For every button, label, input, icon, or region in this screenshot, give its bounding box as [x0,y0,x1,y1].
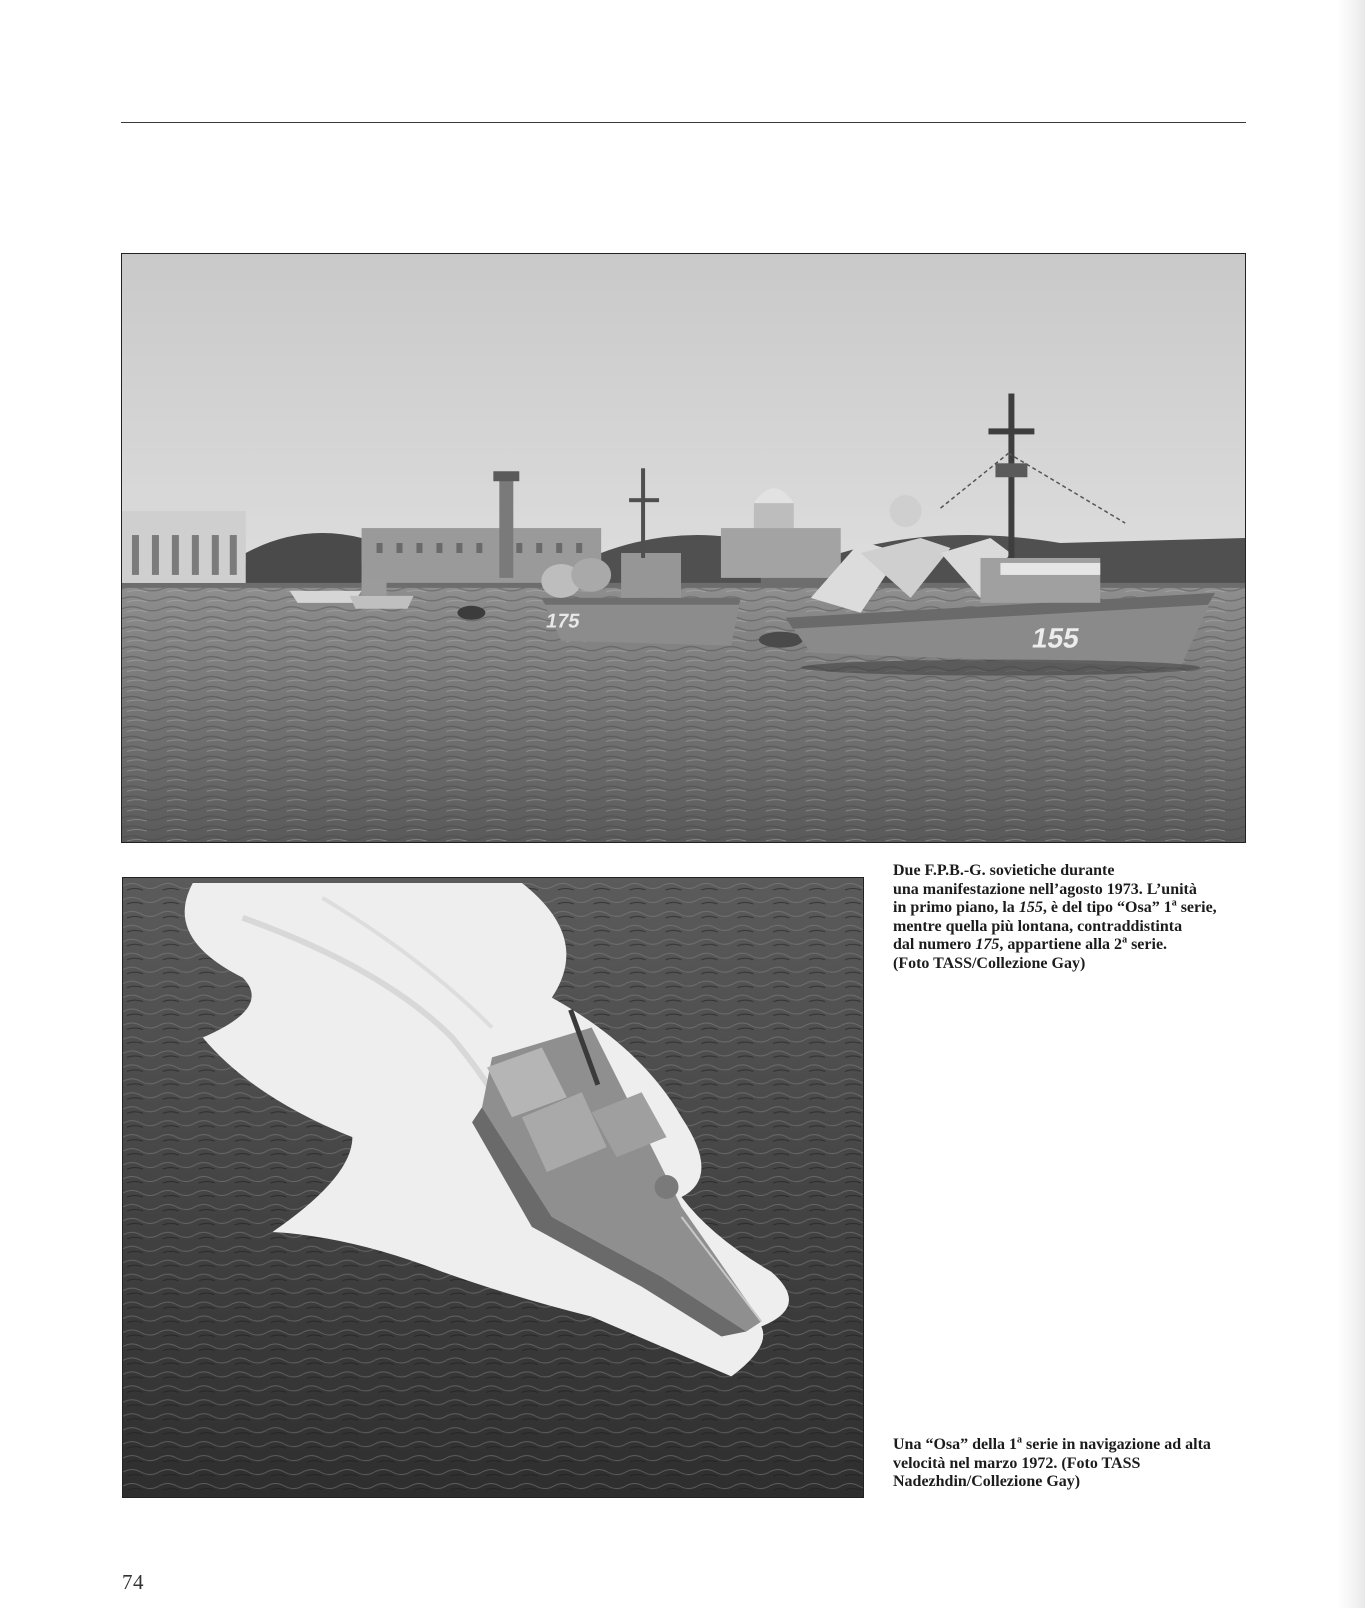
photo-harbor-parade [121,253,1246,843]
page-edge-shadow [1337,0,1365,1608]
caption-line: Nadezhdin/Collezione Gay) [893,1473,1081,1490]
caption-text: Una “Osa” della 1 [893,1436,1018,1453]
caption-text: serie, [1176,899,1217,916]
caption-line: una manifestazione nell’agosto 1973. L’unità [893,880,1197,898]
page-number: 74 [122,1570,144,1594]
caption-line: velocità nel marzo 1972. (Foto TASS [893,1454,1141,1472]
caption-superscript: a [1171,897,1177,909]
caption-line [893,936,1253,955]
caption-superscript: a [1017,1434,1023,1446]
caption-line [893,1436,1253,1455]
caption-text: serie. [1127,936,1168,953]
caption-line [893,899,1253,918]
caption-superscript: a [1122,934,1128,946]
caption-line: mentre quella più lontana, contraddistinta [893,917,1183,935]
header-rule [121,122,1246,123]
hull-number-155: 155 [1029,622,1082,654]
caption-text: , appartiene alla 2 [999,936,1123,953]
caption-text: dal numero [893,936,976,953]
caption-hull-number: 155 [1018,899,1043,916]
caption-text: , è del tipo “Osa” 1 [1042,899,1172,916]
hull-number-175: 175 [544,610,582,633]
caption-boat-high-speed [893,1436,1253,1492]
caption-harbor-parade [893,862,1253,973]
photo-boat-high-speed [122,877,864,1498]
caption-text: in primo piano, la [893,899,1019,916]
caption-hull-number: 175 [975,936,1000,953]
caption-line: (Foto TASS/Collezione Gay) [893,954,1086,972]
caption-text: serie in navigazione ad alta [1022,1436,1211,1453]
photo-boat-high-speed-image [123,878,863,1497]
photo-harbor-parade-image [122,254,1245,842]
caption-line: Due F.P.B.-G. sovietiche durante [893,862,1115,879]
